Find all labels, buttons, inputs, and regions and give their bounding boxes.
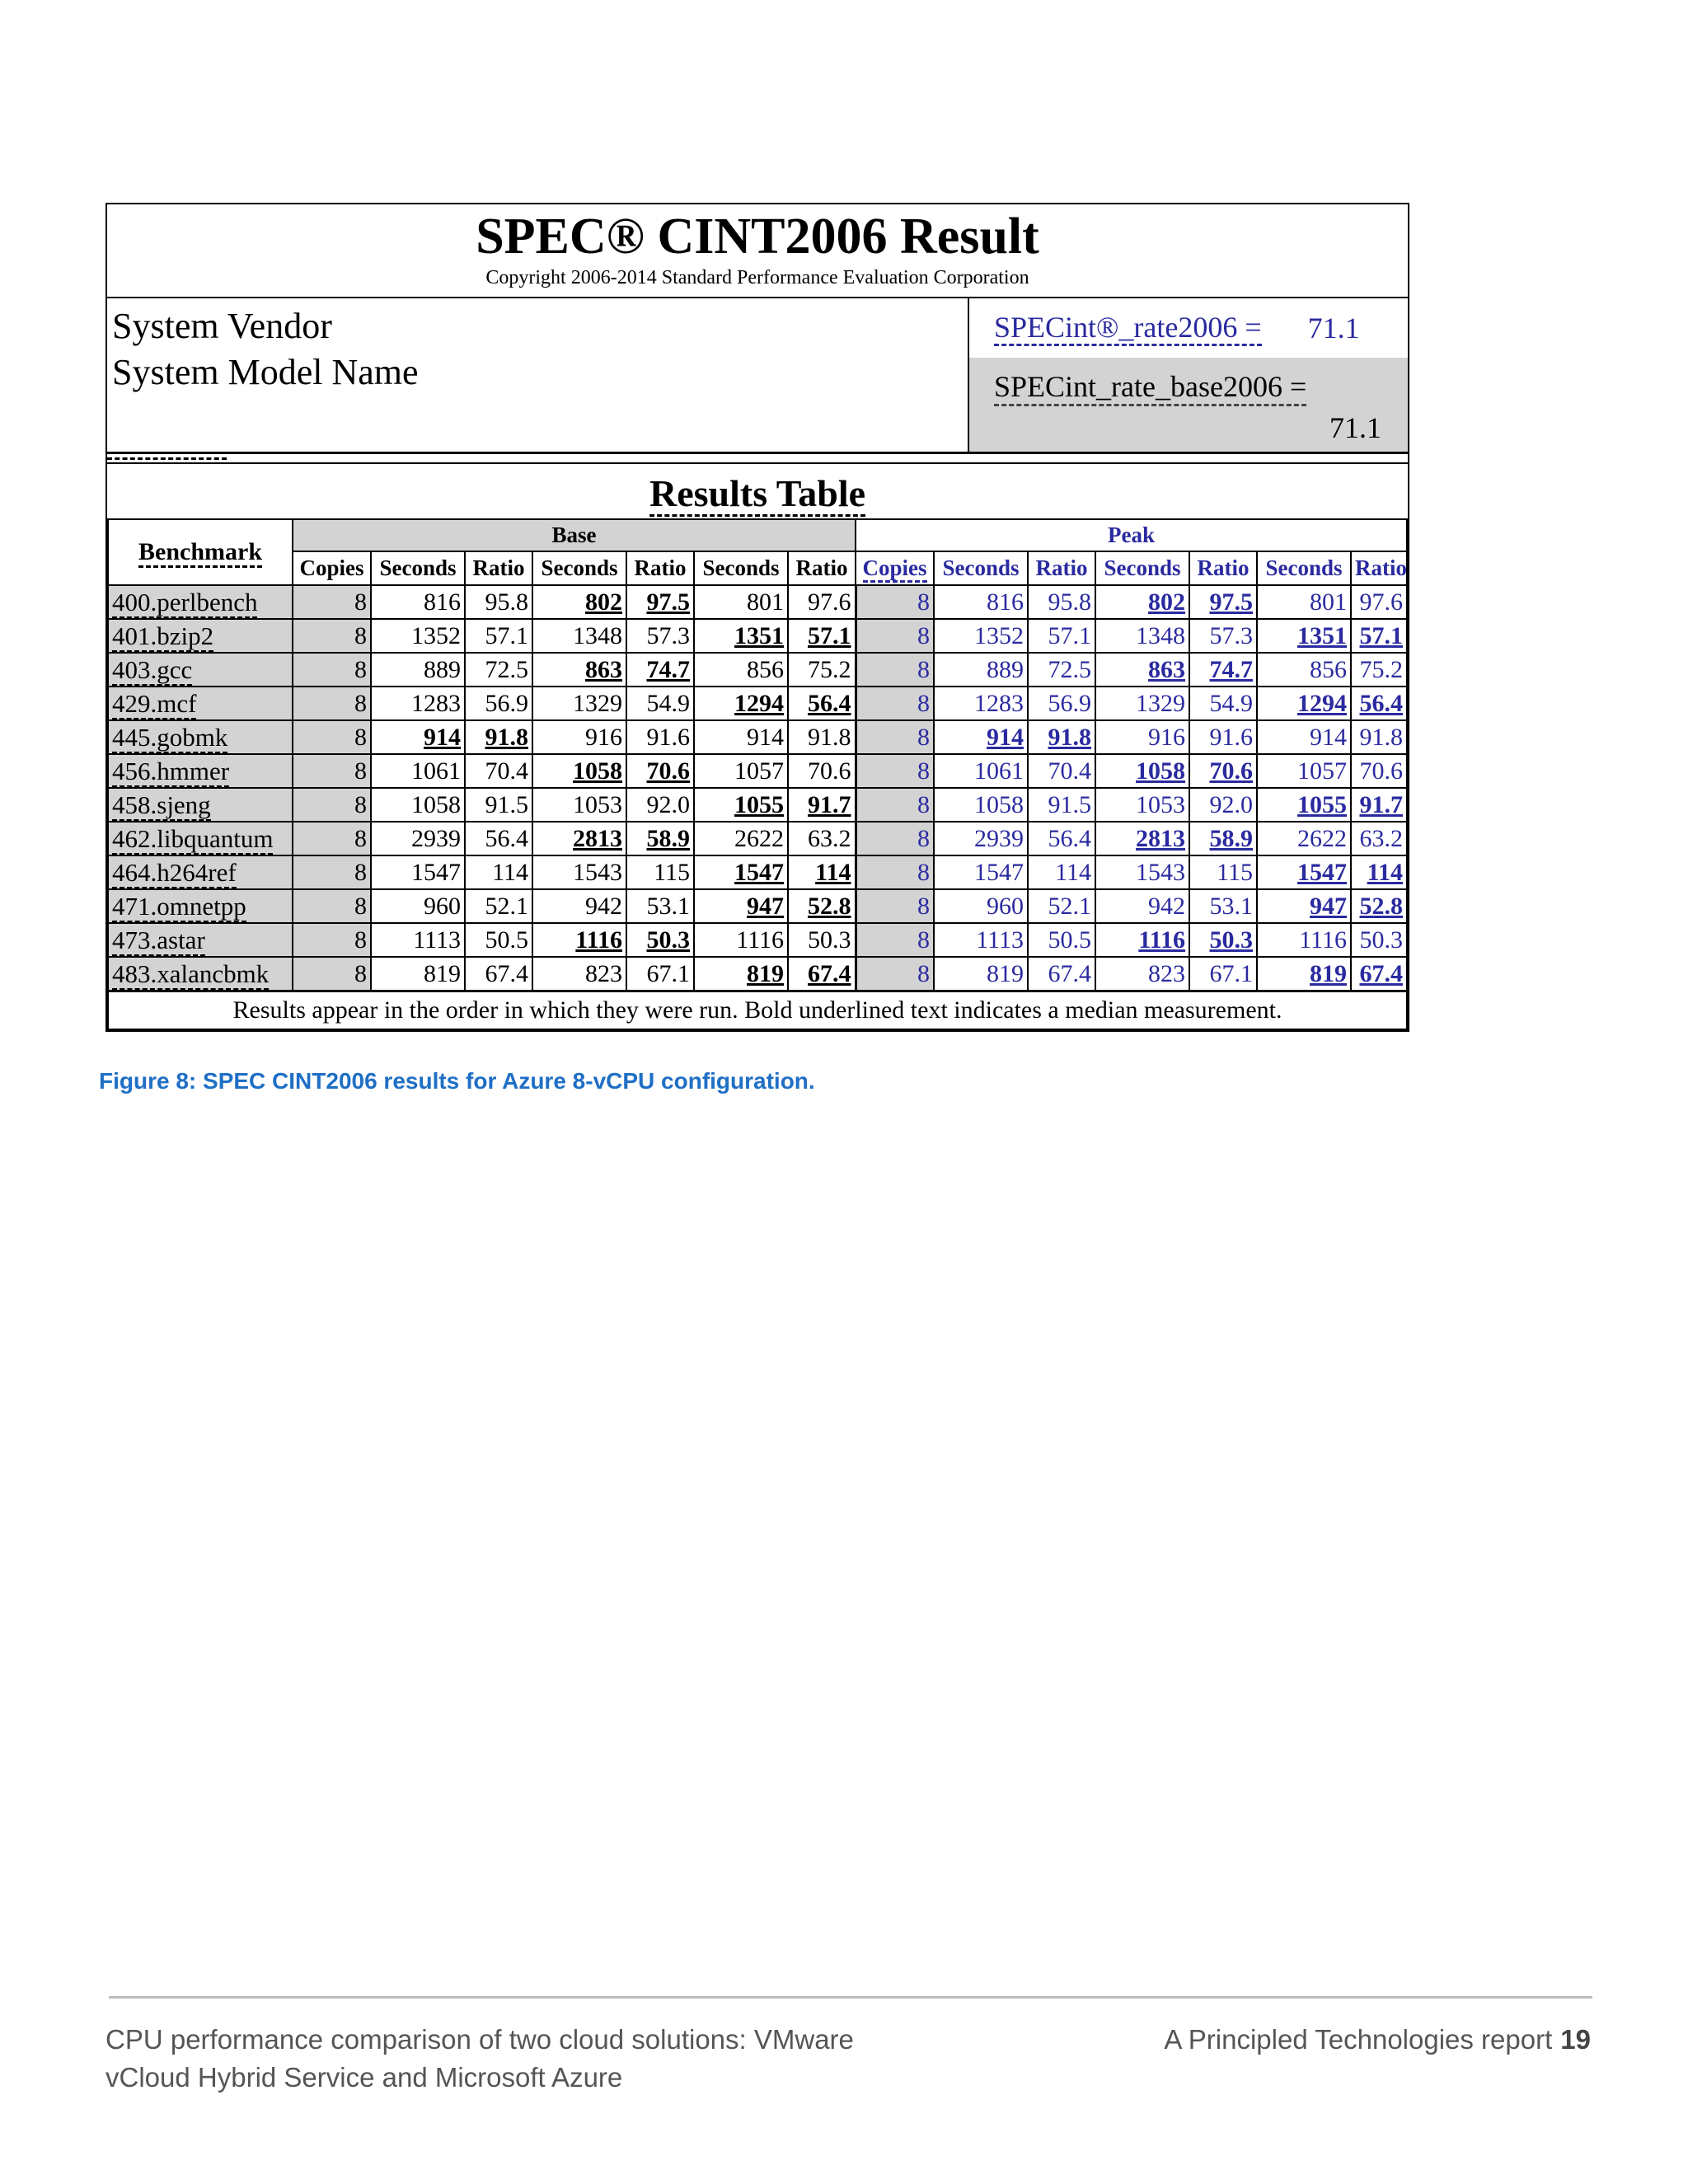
- peak-cell: 1283: [934, 687, 1028, 720]
- dashed-divider: [107, 457, 227, 460]
- base-cell: 91.5: [465, 788, 532, 822]
- peak-cell: 1057: [1257, 754, 1351, 788]
- spec-result-report: [106, 203, 1409, 1032]
- benchmark-name-cell: [108, 619, 293, 653]
- base-cell: 70.6: [788, 754, 856, 788]
- base-cell: 63.2: [788, 822, 856, 855]
- base-cell: 863: [532, 653, 626, 687]
- peak-cell: 67.1: [1189, 957, 1257, 991]
- base-cell: 1351: [694, 619, 788, 653]
- benchmark-name-cell: [108, 855, 293, 889]
- peak-cell: 53.1: [1189, 889, 1257, 923]
- peak-cell: 97.6: [1351, 585, 1407, 619]
- peak-cell: 8: [856, 585, 934, 619]
- base-cell: 1547: [694, 855, 788, 889]
- peak-cell: 74.7: [1189, 653, 1257, 687]
- peak-cell: 889: [934, 653, 1028, 687]
- base-cell: 67.4: [788, 957, 856, 991]
- peak-cell: 8: [856, 923, 934, 957]
- base-cell: 97.6: [788, 585, 856, 619]
- benchmark-name[interactable]: 473.astar: [112, 926, 205, 957]
- base-cell: 58.9: [626, 822, 694, 855]
- base-cell: 1116: [694, 923, 788, 957]
- base-metric-value: 71.1: [1329, 411, 1381, 444]
- table-row: [108, 687, 1407, 720]
- base-cell: 819: [694, 957, 788, 991]
- peak-cell: 57.1: [1351, 619, 1407, 653]
- peak-cell: 1348: [1095, 619, 1189, 653]
- peak-cell: 70.6: [1351, 754, 1407, 788]
- base-cell: 67.1: [626, 957, 694, 991]
- table-row: [108, 822, 1407, 855]
- base-cell: 8: [293, 957, 371, 991]
- benchmark-header: [108, 519, 293, 585]
- table-row: [108, 788, 1407, 822]
- benchmark-name-cell: [108, 754, 293, 788]
- peak-cell: 8: [856, 889, 934, 923]
- peak-cell: 2622: [1257, 822, 1351, 855]
- base-cell: 1057: [694, 754, 788, 788]
- base-col-header-ratio: Ratio: [465, 551, 532, 585]
- peak-cell: 57.1: [1028, 619, 1095, 653]
- base-cell: 53.1: [626, 889, 694, 923]
- benchmark-name[interactable]: 462.libquantum: [112, 824, 273, 855]
- peak-cell: 114: [1351, 855, 1407, 889]
- benchmark-name[interactable]: 429.mcf: [112, 689, 196, 720]
- base-cell: 1283: [371, 687, 465, 720]
- base-cell: 91.6: [626, 720, 694, 754]
- footer-title-line1: CPU performance comparison of two cloud solutions: VMware: [106, 2024, 854, 2055]
- peak-cell: 947: [1257, 889, 1351, 923]
- peak-cell: 816: [934, 585, 1028, 619]
- base-cell: 1113: [371, 923, 465, 957]
- benchmark-name-cell: [108, 889, 293, 923]
- system-model-label: System Model Name: [112, 352, 419, 392]
- peak-cell: 801: [1257, 585, 1351, 619]
- copyright-line: Copyright 2006-2014 Standard Performance Evaluation Corporation: [485, 267, 1029, 288]
- peak-cell: 1294: [1257, 687, 1351, 720]
- peak-cell: 856: [1257, 653, 1351, 687]
- base-cell: 70.6: [626, 754, 694, 788]
- peak-cell: 57.3: [1189, 619, 1257, 653]
- base-col-header-seconds: Seconds: [694, 551, 788, 585]
- base-metric: [969, 358, 1408, 452]
- footer-report-info: [1164, 2021, 1591, 2059]
- base-cell: 56.9: [465, 687, 532, 720]
- figure-caption: Figure 8: SPEC CINT2006 results for Azure 8-vCPU configuration.: [99, 1068, 815, 1094]
- base-cell: 816: [371, 585, 465, 619]
- footer-document-title: [106, 2021, 930, 2097]
- base-cell: 50.5: [465, 923, 532, 957]
- footer-report-label: A Principled Technologies report: [1164, 2024, 1553, 2055]
- peak-cell: 819: [1257, 957, 1351, 991]
- peak-cell: 8: [856, 720, 934, 754]
- peak-cell: 56.4: [1351, 687, 1407, 720]
- benchmark-name-cell: [108, 585, 293, 619]
- results-table-title-text[interactable]: Results Table: [649, 472, 865, 517]
- peak-cell: 63.2: [1351, 822, 1407, 855]
- results-table-title: [107, 462, 1408, 518]
- peak-cell: 50.5: [1028, 923, 1095, 957]
- base-cell: 75.2: [788, 653, 856, 687]
- peak-cell: 8: [856, 788, 934, 822]
- base-cell: 91.8: [788, 720, 856, 754]
- peak-cell: 91.8: [1351, 720, 1407, 754]
- base-cell: 56.4: [465, 822, 532, 855]
- table-row: [108, 889, 1407, 923]
- peak-cell: 114: [1028, 855, 1095, 889]
- peak-cell: 1053: [1095, 788, 1189, 822]
- base-cell: 802: [532, 585, 626, 619]
- base-cell: 91.7: [788, 788, 856, 822]
- peak-cell: 8: [856, 653, 934, 687]
- base-cell: 50.3: [788, 923, 856, 957]
- base-cell: 70.4: [465, 754, 532, 788]
- base-col-header-copies: Copies: [293, 551, 371, 585]
- table-row: [108, 720, 1407, 754]
- peak-cell: 8: [856, 687, 934, 720]
- system-vendor-label: System Vendor: [112, 306, 332, 346]
- base-cell: 942: [532, 889, 626, 923]
- benchmark-name[interactable]: 403.gcc: [112, 655, 192, 687]
- base-col-header-ratio: Ratio: [788, 551, 856, 585]
- peak-cell: 823: [1095, 957, 1189, 991]
- benchmark-name[interactable]: 483.xalancbmk: [112, 959, 269, 991]
- base-cell: 8: [293, 923, 371, 957]
- system-labels: [107, 298, 968, 452]
- base-cell: 1543: [532, 855, 626, 889]
- peak-cell: 50.3: [1189, 923, 1257, 957]
- base-cell: 801: [694, 585, 788, 619]
- base-cell: 819: [371, 957, 465, 991]
- peak-cell: 1058: [934, 788, 1028, 822]
- peak-cell: 97.5: [1189, 585, 1257, 619]
- peak-cell: 1543: [1095, 855, 1189, 889]
- peak-cell: 1547: [1257, 855, 1351, 889]
- benchmark-name[interactable]: 456.hmmer: [112, 757, 229, 788]
- base-cell: 95.8: [465, 585, 532, 619]
- peak-cell: 67.4: [1028, 957, 1095, 991]
- peak-cell: 50.3: [1351, 923, 1407, 957]
- column-header-row: [108, 551, 1407, 585]
- peak-cell: 1055: [1257, 788, 1351, 822]
- base-cell: 2939: [371, 822, 465, 855]
- table-row: [108, 585, 1407, 619]
- base-cell: 8: [293, 788, 371, 822]
- benchmark-name-cell: [108, 720, 293, 754]
- base-cell: 8: [293, 889, 371, 923]
- benchmark-name-cell: [108, 923, 293, 957]
- base-cell: 8: [293, 855, 371, 889]
- peak-group-header: Peak: [856, 519, 1407, 551]
- peak-copies-header-text[interactable]: Copies: [863, 555, 927, 583]
- benchmark-name-cell: [108, 957, 293, 991]
- peak-cell: 91.8: [1028, 720, 1095, 754]
- footer-title-line2: vCloud Hybrid Service and Microsoft Azure: [106, 2062, 623, 2093]
- peak-cell: 75.2: [1351, 653, 1407, 687]
- peak-cell: 8: [856, 957, 934, 991]
- benchmark-name[interactable]: 445.gobmk: [112, 723, 227, 754]
- peak-cell: 91.6: [1189, 720, 1257, 754]
- peak-cell: 95.8: [1028, 585, 1095, 619]
- metrics-panel: [968, 298, 1408, 452]
- peak-cell: 1351: [1257, 619, 1351, 653]
- peak-col-header-ratio: Ratio: [1028, 551, 1095, 585]
- table-row: [108, 619, 1407, 653]
- peak-cell: 72.5: [1028, 653, 1095, 687]
- peak-cell: 58.9: [1189, 822, 1257, 855]
- base-cell: 8: [293, 585, 371, 619]
- benchmark-name-cell: [108, 687, 293, 720]
- peak-cell: 1547: [934, 855, 1028, 889]
- peak-col-header-seconds: Seconds: [1095, 551, 1189, 585]
- peak-cell: 914: [934, 720, 1028, 754]
- peak-cell: 1058: [1095, 754, 1189, 788]
- benchmark-name-cell: [108, 822, 293, 855]
- base-cell: 57.1: [788, 619, 856, 653]
- base-cell: 889: [371, 653, 465, 687]
- peak-col-header-seconds: Seconds: [934, 551, 1028, 585]
- report-title: SPEC® CINT2006 Result: [476, 209, 1039, 265]
- benchmark-name[interactable]: 464.h264ref: [112, 858, 237, 889]
- peak-cell: 942: [1095, 889, 1189, 923]
- page-number: 19: [1560, 2024, 1591, 2055]
- base-cell: 91.8: [465, 720, 532, 754]
- table-row: [108, 754, 1407, 788]
- base-cell: 1061: [371, 754, 465, 788]
- base-cell: 115: [626, 855, 694, 889]
- base-cell: 52.1: [465, 889, 532, 923]
- peak-cell: 1329: [1095, 687, 1189, 720]
- base-cell: 823: [532, 957, 626, 991]
- benchmark-name-cell: [108, 788, 293, 822]
- base-cell: 2813: [532, 822, 626, 855]
- peak-cell: 802: [1095, 585, 1189, 619]
- base-cell: 72.5: [465, 653, 532, 687]
- base-cell: 1116: [532, 923, 626, 957]
- base-cell: 8: [293, 619, 371, 653]
- base-cell: 1058: [371, 788, 465, 822]
- peak-cell: 56.4: [1028, 822, 1095, 855]
- table-row: [108, 957, 1407, 991]
- table-row: [108, 923, 1407, 957]
- base-cell: 1055: [694, 788, 788, 822]
- base-cell: 856: [694, 653, 788, 687]
- peak-cell: 1061: [934, 754, 1028, 788]
- base-cell: 914: [371, 720, 465, 754]
- peak-cell: 70.6: [1189, 754, 1257, 788]
- peak-cell: 1116: [1257, 923, 1351, 957]
- table-footnote: Results appear in the order in which they were run. Bold underlined text indicates a median measurement.: [108, 991, 1407, 1030]
- base-cell: 1329: [532, 687, 626, 720]
- peak-cell: 92.0: [1189, 788, 1257, 822]
- base-cell: 1547: [371, 855, 465, 889]
- base-cell: 8: [293, 653, 371, 687]
- base-cell: 916: [532, 720, 626, 754]
- peak-metric-label[interactable]: SPECint®_rate2006 =: [994, 311, 1262, 346]
- base-cell: 52.8: [788, 889, 856, 923]
- peak-cell: 819: [934, 957, 1028, 991]
- table-row: [108, 653, 1407, 687]
- peak-cell: 91.7: [1351, 788, 1407, 822]
- base-cell: 50.3: [626, 923, 694, 957]
- peak-cell: 56.9: [1028, 687, 1095, 720]
- base-cell: 1294: [694, 687, 788, 720]
- peak-col-header-ratio: Ratio: [1351, 551, 1407, 585]
- peak-col-header-seconds: Seconds: [1257, 551, 1351, 585]
- base-cell: 960: [371, 889, 465, 923]
- peak-cell: 8: [856, 855, 934, 889]
- base-col-header-ratio: Ratio: [626, 551, 694, 585]
- group-header-row: [108, 519, 1407, 551]
- peak-cell: 8: [856, 619, 934, 653]
- peak-cell: 960: [934, 889, 1028, 923]
- peak-cell: 916: [1095, 720, 1189, 754]
- base-col-header-seconds: Seconds: [371, 551, 465, 585]
- base-cell: 56.4: [788, 687, 856, 720]
- base-cell: 2622: [694, 822, 788, 855]
- peak-cell: 1352: [934, 619, 1028, 653]
- results-table: [107, 518, 1408, 1030]
- benchmark-name[interactable]: 401.bzip2: [112, 621, 213, 653]
- base-cell: 57.1: [465, 619, 532, 653]
- base-cell: 1352: [371, 619, 465, 653]
- base-cell: 8: [293, 754, 371, 788]
- peak-cell: 2813: [1095, 822, 1189, 855]
- base-group-header: Base: [293, 519, 856, 551]
- base-cell: 67.4: [465, 957, 532, 991]
- base-cell: 947: [694, 889, 788, 923]
- benchmark-header-text[interactable]: Benchmark: [138, 538, 262, 568]
- base-cell: 1348: [532, 619, 626, 653]
- peak-cell: 54.9: [1189, 687, 1257, 720]
- peak-cell: 2939: [934, 822, 1028, 855]
- peak-metric: [969, 298, 1408, 358]
- base-cell: 92.0: [626, 788, 694, 822]
- base-cell: 97.5: [626, 585, 694, 619]
- footer-divider: [109, 1996, 1592, 1999]
- peak-metric-value: 71.1: [1307, 312, 1360, 344]
- peak-cell: 8: [856, 754, 934, 788]
- peak-cell: 91.5: [1028, 788, 1095, 822]
- table-footnote-row: [108, 991, 1407, 1030]
- base-cell: 1053: [532, 788, 626, 822]
- peak-col-header-ratio: Ratio: [1189, 551, 1257, 585]
- benchmark-name-cell: [108, 653, 293, 687]
- peak-cell: 8: [856, 822, 934, 855]
- benchmark-name[interactable]: 471.omnetpp: [112, 892, 246, 923]
- base-cell: 8: [293, 720, 371, 754]
- benchmark-name[interactable]: 400.perlbench: [112, 588, 257, 619]
- base-cell: 114: [465, 855, 532, 889]
- base-metric-label[interactable]: SPECint_rate_base2006 =: [994, 369, 1306, 406]
- base-cell: 1058: [532, 754, 626, 788]
- base-cell: 57.3: [626, 619, 694, 653]
- base-cell: 114: [788, 855, 856, 889]
- peak-cell: 914: [1257, 720, 1351, 754]
- benchmark-name[interactable]: 458.sjeng: [112, 790, 211, 822]
- peak-cell: 1116: [1095, 923, 1189, 957]
- base-cell: 74.7: [626, 653, 694, 687]
- base-cell: 8: [293, 822, 371, 855]
- peak-cell: 70.4: [1028, 754, 1095, 788]
- peak-cell: 115: [1189, 855, 1257, 889]
- system-info-row: [107, 297, 1408, 454]
- peak-cell: 863: [1095, 653, 1189, 687]
- peak-cell: 1113: [934, 923, 1028, 957]
- peak-cell: 67.4: [1351, 957, 1407, 991]
- peak-cell: 52.8: [1351, 889, 1407, 923]
- peak-col-header-copies: [856, 551, 934, 585]
- base-cell: 54.9: [626, 687, 694, 720]
- base-cell: 914: [694, 720, 788, 754]
- base-cell: 8: [293, 687, 371, 720]
- peak-cell: 52.1: [1028, 889, 1095, 923]
- results-body: [108, 585, 1407, 1029]
- base-col-header-seconds: Seconds: [532, 551, 626, 585]
- table-row: [108, 855, 1407, 889]
